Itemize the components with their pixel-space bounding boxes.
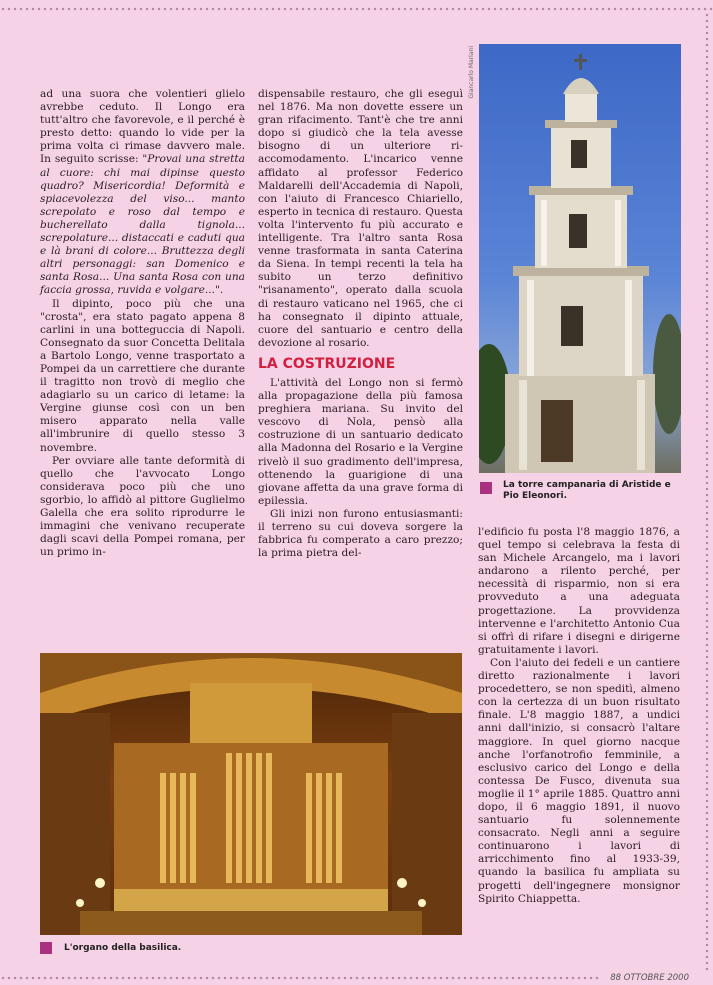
right-dotted-border <box>704 12 710 972</box>
organ-caption: L'organo della basilica. <box>64 943 182 953</box>
organ-photo <box>40 653 462 935</box>
paragraph: l'edificio fu posta l'8 maggio 1876, a quel tempo si celebrava la festa di san Michele Arcangelo, ma i lavori andarono a rilento perché, per necessità di risparmio, non si era provveduto a una adeguata progettazione. La provvidenza intervenne e l'architetto Antonio Cua si offrì di rifare i disegni e dirigerne gratuitamente i lavori. <box>478 526 680 656</box>
top-dotted-border <box>0 6 713 12</box>
paragraph: Il dipinto, poco più che una "crosta", era stato pagato appena 8 carlini in una botteguccia di Napoli. Consegnato da suor Concetta Delitala a Bartolo Longo, venne trasportato a Pompei da un carrettiere che durante il tragitto non trovò di meglio che adagiarlo su un carico di letame: la Vergine giunse così con un ben misero apparato nella valle all'imbrunire di quello stesso 3 novembre. <box>40 297 245 454</box>
tower-caption: La torre campanaria di Aristide e Pio Eleonori. <box>503 480 671 501</box>
caption-marker <box>40 942 52 954</box>
text-column-3 <box>478 526 680 906</box>
section-heading: LA COSTRUZIONE <box>258 355 396 372</box>
organ-illustration <box>40 653 462 935</box>
paragraph: Con l'aiuto dei fedeli e un cantiere diretto razionalmente i lavori procedettero, se non speditì, almeno con la certezza di un buon risultato finale. L'8 maggio 1887, a undici anni dall'inizio, si consacrò l'altare maggiore. In quel giorno nacque anche l'orfanotrofio femminile, a esclusivo carico del Longo e della contessa De Fusco, divenuta sua moglie il 1° aprile 1885. Quattro anni dopo, il 6 maggio 1891, il nuovo santuario fu solennemente consacrato. Negli anni a seguire continuarono i lavori di arricchimento fino al 1933-39, quando la basilica fu ampliata su progetti dell'ingegnere monsignor Spirito Chiappetta. <box>478 656 680 905</box>
bell-tower-illustration <box>479 44 681 473</box>
bottom-dotted-border <box>0 975 600 981</box>
page-footer: 88 OTTOBRE 2000 <box>606 973 689 983</box>
text-column-2 <box>258 88 463 560</box>
paragraph: dispensabile restauro, che gli eseguì nel 1876. Ma non dovette essere un gran rifacimento. Tant'è che tre anni dopo si giudicò che la tela avesse bisogno di un ulteriore ri-accomodamento. L'incarico venne affidato al professor Federico Maldarelli dell'Accademia di Napoli, con l'aiuto di Francesco Chiariello, esperto in tecnica di restauro. Questa volta l'intervento fu più accurato e intelligente. Tra l'altro santa Rosa venne trasformata in santa Caterina da Siena. In tempi recenti la tela ha subito un terzo definitivo "risanamento", operato dalla scuola di restauro vaticano nel 1965, che ci ha consegnato il dipinto attuale, cuore del santuario e centro della devozione al rosario. <box>258 88 463 349</box>
paragraph: Per ovviare alle tante deformità di quello che l'avvocato Longo considerava poco più che uno sgorbio, lo affidò al pittore Guglielmo Galella che era solito riprodurre le immagini che venivano recuperate dagli scavi della Pompei romana, per un primo in- <box>40 454 245 559</box>
quote-text: "Provai una stretta al cuore: chi mai dipinse questo quadro? Misericordia! Deformità e spiacevolezza del viso... manto screpolato e roso dal tempo e bucherellato dalla tignola... screpolature... distaccati e caduti qua e là brani di colore... Bruttezza degli altri personaggi: san Domenico e santa Rosa... Una santa Rosa con una faccia grossa, ruvida e volgare...". <box>40 153 245 297</box>
paragraph: L'attività del Longo non si fermò alla propagazione della più famosa preghiera mariana. Su invito del vescovo di Nola, pensò alla costruzione di un santuario dedicato alla Madonna del Rosario e la Vergine rivelò il suo gradimento dell'impresa, ottenendo la guarigione di una giovane affetta da una grave forma di epilessia. <box>258 376 463 507</box>
bell-tower-photo <box>479 44 681 473</box>
photo-credit: Giancarlo Mariani <box>468 46 475 99</box>
caption-marker <box>480 482 492 494</box>
paragraph: Gli inizi non furono entusiasmanti: il terreno su cui doveva sorgere la fabbrica fu comperato a caro prezzo; la prima pietra del- <box>258 507 463 560</box>
paragraph <box>40 88 245 298</box>
paragraph-text: ad una suora che volentieri glielo avrebbe ceduto. Il Longo era tutt'altro che favorevole, e il perché è presto detto: quando lo vide per la prima volta ci rimase davvero male. In seguito scrisse: <box>40 88 245 166</box>
text-column-1 <box>40 88 245 559</box>
